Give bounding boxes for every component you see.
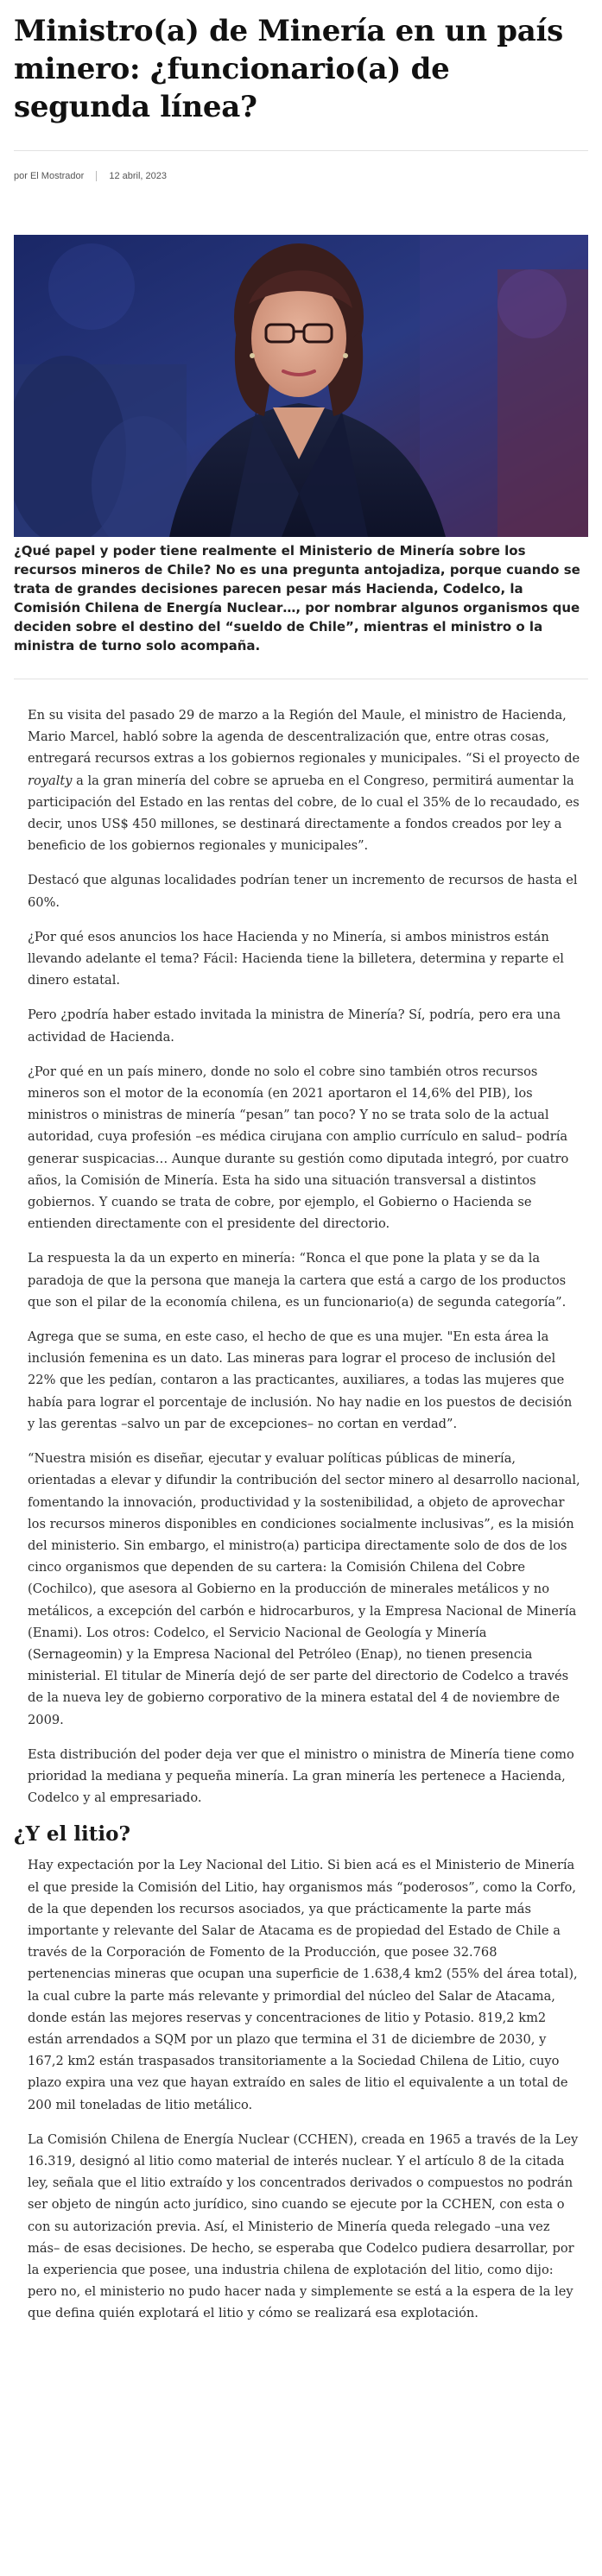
portrait-photo-icon [14,235,588,537]
byline-prefix: por [14,171,28,181]
paragraph: “Nuestra misión es diseñar, ejecutar y evaluar políticas públicas de minería, orientadas a elevar y difundir la contribución del sector minero al desarrollo nacional, fomentando la innovación, productividad y la sostenibilidad, a objeto de aprovechar los recursos mineros disponibles en condiciones socialmente inclusivas”, es la misión del ministerio. Sin embargo, el ministro(a) participa directamente solo de dos de los cinco organismos que dependen de su cartera: la Comisión Chilena del Cobre (Cochilco), que asesora al Gobierno en la producción de minerales metálicos y no metálicos, a excepción del carbón e hidrocarburos, y la Empresa Nacional de Minería (Enami). Los otros: Codelco, el Servicio Nacional de Geología y Minería (Sernageomin) y la Empresa Nacional del Petróleo (Enap), no tienen presencia ministerial. El titular de Minería dejó de ser parte del directorio de Codelco a través de la nueva ley de gobierno corporativo de la minera estatal del 4 de noviembre de 2009. [28,1451,580,1727]
author-link[interactable]: El Mostrador [29,171,85,181]
hero-image [14,235,588,537]
paragraph: ¿Por qué en un país minero, donde no solo el cobre sino también otros recursos mineros son el motor de la economía (en 2021 aportaron el 14,6% del PIB), los ministros o ministras de minería “pesan” tan poco? Y no se trata solo de la actual autoridad, cuya profesión –es médica cirujana con amplio currículo en salud– podría generar suspicacias… Aunque durante su gestión como diputada integró, por cuatro años, la Comisión de Minería. Esta ha sido una situación transversal a distintos gobiernos. Y cuando se trata de cobre, por ejemplo, el Gobierno o Hacienda se entienden directamente con el presidente del directorio. [28,1064,569,1232]
section-heading: ¿Y el litio? [14,1822,130,1847]
article-body [14,704,581,2338]
title-divider [14,150,588,151]
paragraph: La respuesta la da un experto en minería: “Ronca el que pone la plata y se da la paradoja de que la persona que maneja la cartera que está a cargo de los productos que son el pilar de la economía chilena, es un funcionario(a) de segunda categoría”. [28,1251,567,1310]
article-lead: ¿Qué papel y poder tiene realmente el Ministerio de Minería sobre los recursos mineros de Chile? No es una pregunta antojadiza, porque cuando se trata de grandes decisiones parecen pesar más Hacienda, Codelco, la Comisión Chilena de Energía Nuclear…, por nombrar algunos organismos que deciden sobre el destino del “sueldo de Chile”, mientras el ministro o la ministra de turno solo acompaña. [14,543,580,653]
paragraph: La Comisión Chilena de Energía Nuclear (CCHEN), creada en 1965 a través de la Ley 16.319, designó al litio como material de interés nuclear. Y el artículo 8 de la citada ley, señala que el litio extraído y los concentrados derivados o compuestos no podrán ser objeto de ningún acto jurídico, sino cuando se ejecute por la CCHEN, con esta o con su autorización previa. Así, el Ministerio de Minería queda relegado –una vez más– de esas decisiones. De hecho, se esperaba que Codelco pudiera desarrollar, por la experiencia que posee, una industria chilena de explotación del litio, como dijo: pero no, el ministerio no pudo hacer nada y simplemente se está a la espera de la ley que defina quién explotará el litio y cómo se realizará esa explotación. [28,2131,579,2321]
paragraph: Hay expectación por la Ley Nacional del Litio. Si bien acá es el Ministerio de Minería el que preside la Comisión del Litio, hay organismos más “poderosos”, como la Corfo, de la que dependen los recursos asociados, ya que prácticamente la parte más importante y relevante del Salar de Atacama es de propiedad del Estado de Chile a través de la Corporación de Fomento de la Producción, que posee 32.768 pertenencias mineras que ocupan una superficie de 1.638,4 km2 (55% del área total), la cual cubre la parte más relevante y primordial del núcleo del Salar de Atacama, donde están las mejores reservas y concentraciones de litio y Potasio. 819,2 km2 están arrendados a SQM por un plazo que termina el 31 de diciembre de 2030, y 167,2 km2 están traspasados transitoriamente a la Sociedad Chilena de Litio, cuyo plazo expira una vez que hayan extraído en sales de litio el equivalente a un total de 200 mil toneladas de litio metálico. [28,1858,578,2112]
paragraph: En su visita del pasado 29 de marzo a la Región del Maule, el ministro de Hacienda, Mario Marcel, habló sobre la agenda de descentralización que, entre otras cosas, entregará recursos extras a los gobiernos regionales y municipales. “Si el proyecto de royalty a la gran minería del cobre se aprueba en el Congreso, permitirá aumentar la participación del Estado en las rentas del cobre, de lo cual el 35% de lo recaudado, es decir, unos US$ 450 millones, se destinará directamente a fondos creados por ley a beneficio de los gobiernos regionales y municipales”. [28,708,580,854]
byline [14,171,167,181]
paragraph: Agrega que se suma, en este caso, el hecho de que es una mujer. "En esta área la inclusión femenina es un dato. Las mineras para lograr el proceso de inclusión del 22% que les pedían, contaron a las practicantes, auxiliares, a todas las mujeres que había para lograr el porcentaje de inclusión. No hay nadie en los puestos de decisión y las gerentas –salvo un par de excepciones– no cortan en verdad”. [28,1329,573,1431]
byline-separator [96,171,97,181]
paragraph: Destacó que algunas localidades podrían tener un incremento de recursos de hasta el 60%. [28,873,578,910]
paragraph: Pero ¿podría haber estado invitada la ministra de Minería? Sí, podría, pero era una actividad de Hacienda. [28,1007,561,1045]
publish-date: 12 abril, 2023 [109,171,167,181]
article-title: Ministro(a) de Minería en un país minero: ¿funcionario(a) de segunda línea? [14,14,563,124]
paragraph: Esta distribución del poder deja ver que el ministro o ministra de Minería tiene como prioridad la mediana y pequeña minería. La gran minería les pertenece a Hacienda, Codelco y al empresariado. [28,1746,574,1806]
paragraph: ¿Por qué esos anuncios los hace Hacienda y no Minería, si ambos ministros están llevando adelante el tema? Fácil: Hacienda tiene la billetera, determina y reparte el dinero estatal. [28,929,564,988]
